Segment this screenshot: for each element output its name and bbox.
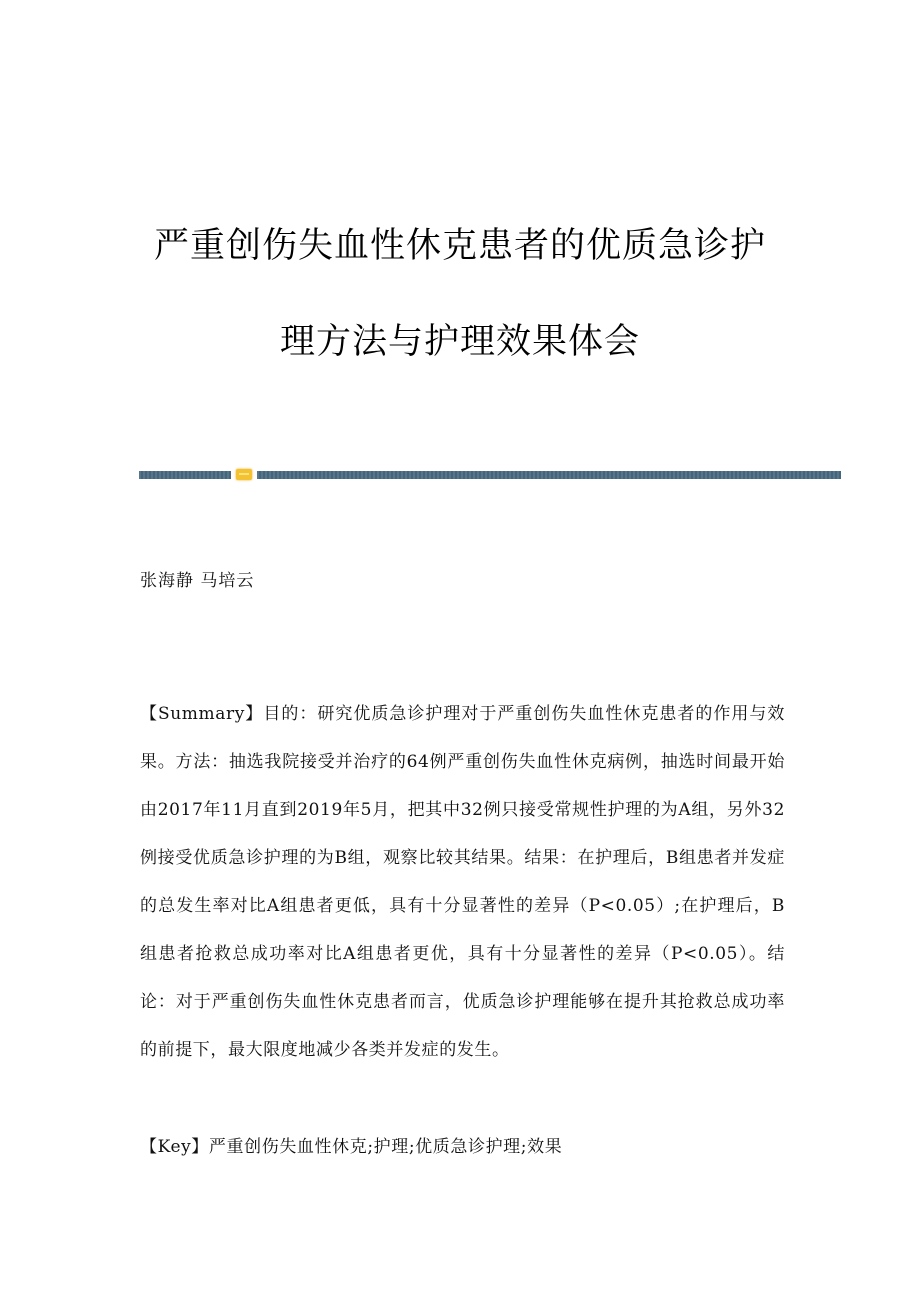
summary-paragraph: [140, 690, 785, 1074]
ornament-icon: [236, 469, 252, 480]
title-divider-right: [257, 471, 841, 479]
summary-label: 【Summary】: [140, 704, 264, 724]
document-title-line-2: 理方法与护理效果体会: [279, 322, 640, 362]
summary-text: 目的：研究优质急诊护理对于严重创伤失血性休克患者的作用与效果。方法：抽选我院接受并治疗的64例严重创伤失血性休克病例，抽选时间最开始由2017年11月直到2019年5月，把其中32例只接受常规性护理的为A组，另外32例接受优质急诊护理的为B组，观察比较其结果。结果：在护理后，B组患者并发症的总发生率对比A组患者更低，具有十分显著性的差异（P<0.05）;在护理后，B组患者抢救总成功率对比A组患者更优，具有十分显著性的差异（P<0.05）。结论：对于严重创伤失血性休克患者而言，优质急诊护理能够在提升其抢救总成功率的前提下，最大限度地减少各类并发症的发生。: [140, 704, 785, 1060]
document-title-line-1: 严重创伤失血性休克患者的优质急诊护: [153, 226, 766, 266]
title-divider-left: [139, 471, 231, 479]
author-line: 张海静 马培云: [140, 571, 255, 591]
keywords-label: 【Key】: [140, 1137, 209, 1157]
keywords-paragraph: [140, 1132, 562, 1157]
keywords-text: 严重创伤失血性休克;护理;优质急诊护理;效果: [208, 1137, 563, 1157]
